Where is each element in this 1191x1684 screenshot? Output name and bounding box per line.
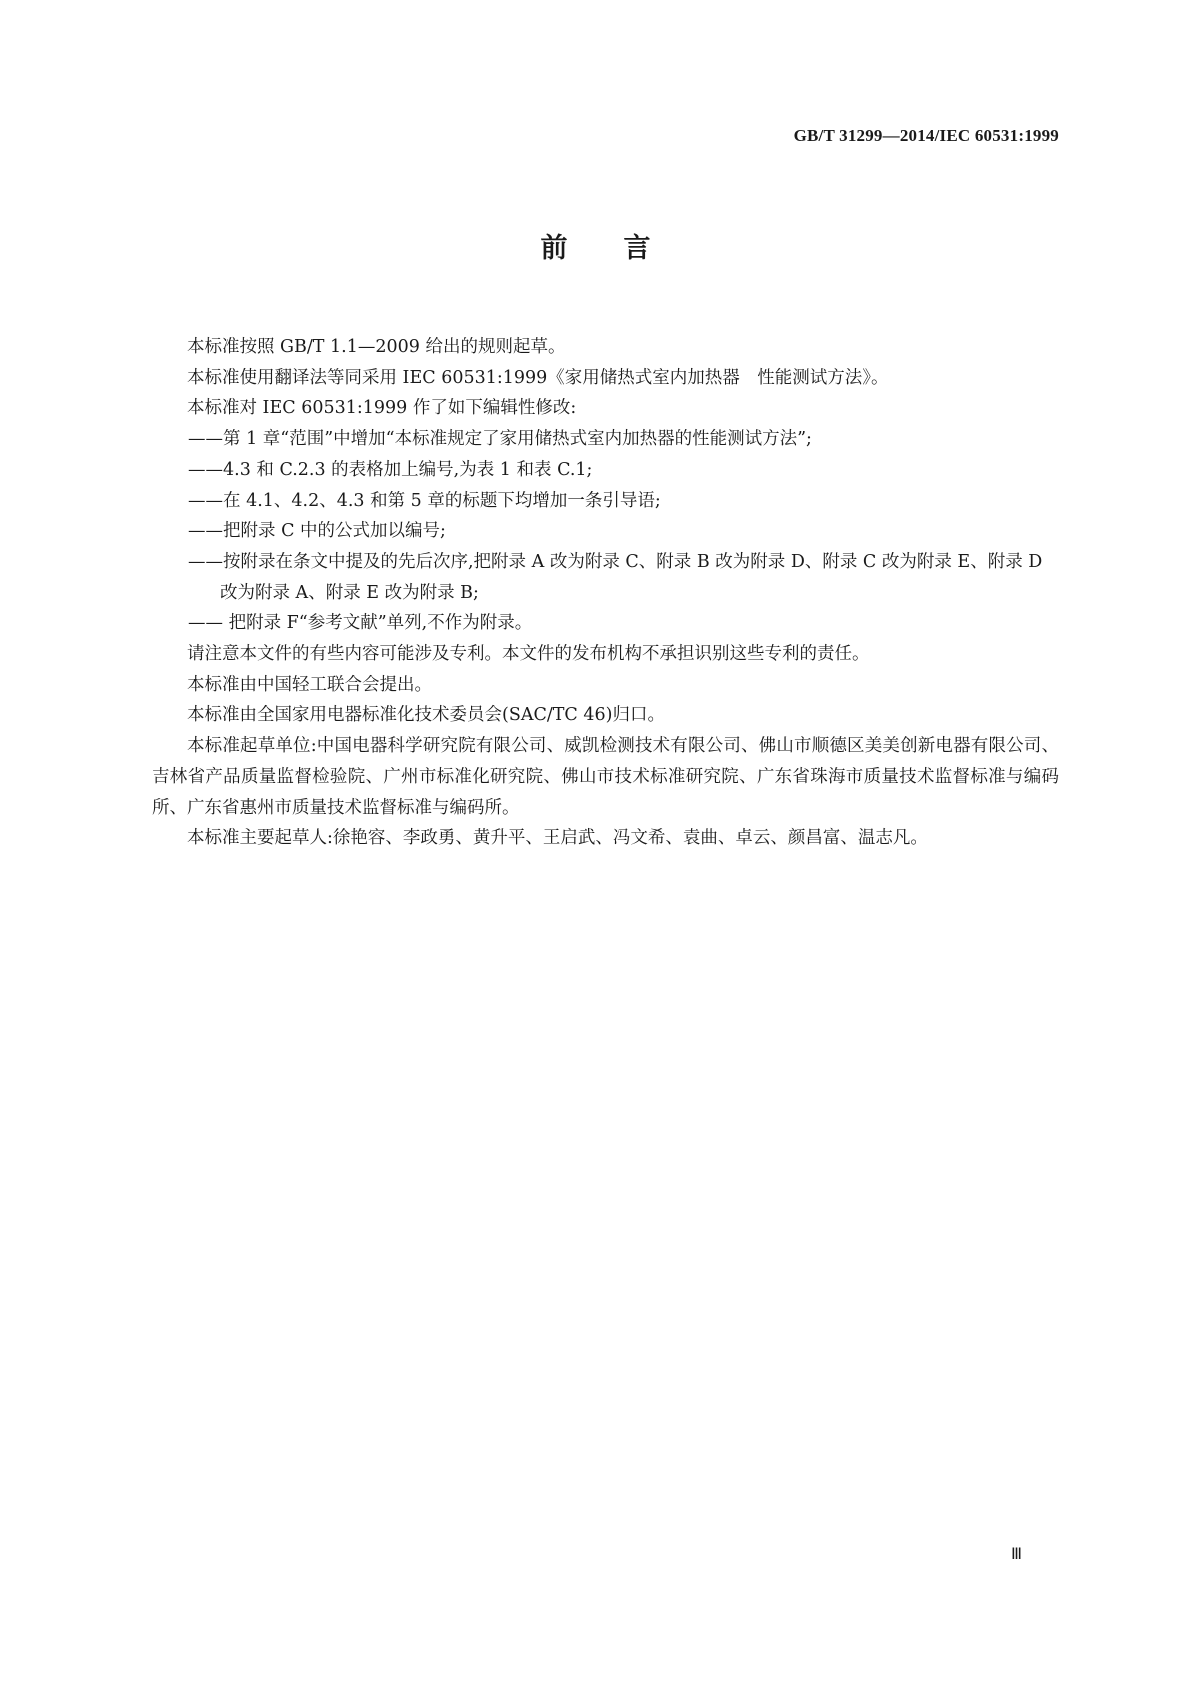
page-title: [0, 226, 1191, 265]
paragraph-proposer: 本标准由中国轻工联合会提出。: [187, 674, 432, 695]
paragraph-committee: 本标准由全国家用电器标准化技术委员会(SAC/TC 46)归口。: [187, 705, 665, 726]
list-item: ——按附录在条文中提及的先后次序,把附录 A 改为附录 C、附录 B 改为附录 D、附录 C 改为附录 E、附录 D 改为附录 A、附录 E 改为附录 B;: [188, 551, 1043, 603]
foreword-body: [152, 332, 1059, 854]
paragraph-modifications-intro: 本标准对 IEC 60531:1999 作了如下编辑性修改:: [187, 398, 577, 419]
page-number: Ⅲ: [1011, 1546, 1023, 1563]
list-item: ——把附录 C 中的公式加以编号;: [188, 521, 446, 542]
list-item: ——4.3 和 C.2.3 的表格加上编号,为表 1 和表 C.1;: [188, 459, 593, 480]
paragraph-drafting-units: 本标准起草单位:中国电器科学研究院有限公司、威凯检测技术有限公司、佛山市顺德区美美创新电器有限公司、吉林省产品质量监督检验院、广州市标准化研究院、佛山市技术标准研究院、广东省珠海市质量技术监督标准与编码所、广东省惠州市质量技术监督标准与编码所。: [152, 736, 1059, 818]
paragraph-adoption: 本标准使用翻译法等同采用 IEC 60531:1999《家用储热式室内加热器 性能测试方法》。: [187, 367, 889, 388]
paragraph-patent-notice: 请注意本文件的有些内容可能涉及专利。本文件的发布机构不承担识别这些专利的责任。: [187, 644, 870, 665]
title-char-2: 言: [623, 233, 651, 264]
list-item: —— 把附录 F“参考文献”单列,不作为附录。: [188, 613, 533, 634]
list-item: ——在 4.1、4.2、4.3 和第 5 章的标题下均增加一条引导语;: [188, 490, 661, 511]
standard-code: GB/T 31299—2014/IEC 60531:1999: [793, 126, 1059, 145]
paragraph-drafters: 本标准主要起草人:徐艳容、李政勇、黄升平、王启武、冯文希、袁曲、卓云、颜昌富、温志凡。: [187, 828, 928, 849]
paragraph-drafting-rules: 本标准按照 GB/T 1.1—2009 给出的规则起草。: [187, 337, 566, 357]
title-char-1: 前: [540, 233, 568, 264]
list-item: ——第 1 章“范围”中增加“本标准规定了家用储热式室内加热器的性能测试方法”;: [188, 429, 812, 450]
